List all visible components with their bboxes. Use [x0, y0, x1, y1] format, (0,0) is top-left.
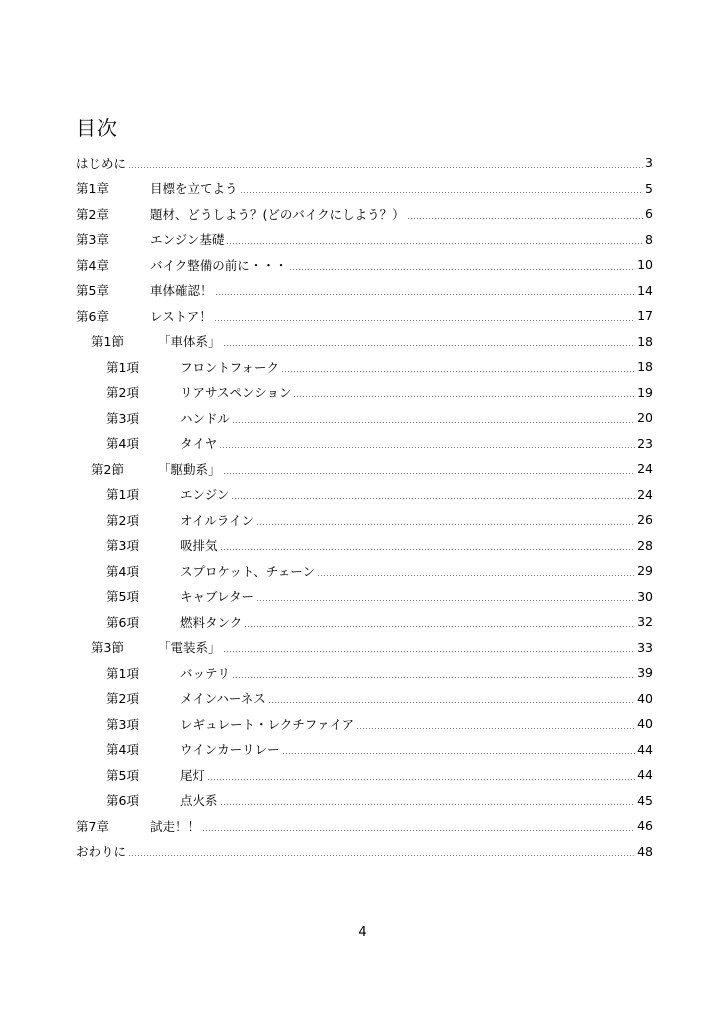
- toc-entry[interactable]: [76, 686, 653, 712]
- dot-leader: [293, 396, 635, 397]
- dot-leader: [244, 626, 635, 627]
- page-number: 4: [358, 925, 367, 940]
- dot-leader: [215, 294, 636, 295]
- toc-entry-number: 第1節: [91, 334, 124, 350]
- toc-entry-number: 第6章: [76, 308, 109, 324]
- toc-entry[interactable]: [76, 303, 653, 329]
- toc-entry-label: 題材、どうしよう？(どのバイクにしよう？）: [150, 206, 405, 222]
- toc-entry-page: 44: [637, 767, 653, 783]
- dot-leader: [220, 549, 636, 550]
- toc-entry-number: 第4項: [106, 436, 139, 452]
- toc-entry-number: 第4項: [106, 563, 139, 579]
- dot-leader: [281, 371, 635, 372]
- toc-entry-label: タイヤ: [180, 436, 218, 452]
- toc-entry[interactable]: [76, 584, 653, 610]
- toc-entry-page: 29: [637, 563, 653, 579]
- toc-entry-page: 39: [637, 665, 653, 681]
- toc-entry-number: 第3項: [106, 716, 139, 732]
- dot-leader: [256, 524, 635, 525]
- toc-entry-label: オイルライン: [180, 512, 255, 528]
- toc-entry-page: 24: [637, 486, 653, 502]
- toc-entry-page: 17: [637, 308, 653, 324]
- toc-entry-number: 第4章: [76, 257, 109, 273]
- toc-entry-label: ハンドル: [180, 410, 231, 426]
- toc-entry-label: レストア！: [150, 308, 212, 324]
- toc-entry-number: 第6項: [106, 614, 139, 630]
- toc-entry-page: 24: [637, 461, 653, 477]
- toc-entry-page: 14: [637, 282, 653, 298]
- toc-entry[interactable]: [76, 278, 653, 304]
- dot-leader: [282, 753, 635, 754]
- toc-entry[interactable]: [76, 380, 653, 406]
- table-of-contents: [76, 150, 653, 864]
- toc-entry[interactable]: [76, 507, 653, 533]
- dot-leader: [223, 345, 636, 346]
- toc-entry-label: 尾灯: [180, 767, 206, 783]
- toc-entry-page: 18: [637, 359, 653, 375]
- toc-entry-page: 26: [637, 512, 653, 528]
- toc-entry-page: 18: [637, 333, 653, 349]
- toc-entry[interactable]: [76, 431, 653, 457]
- toc-entry-label: 吸排気: [180, 538, 218, 554]
- toc-entry-number: 第2項: [106, 691, 139, 707]
- dot-leader: [207, 779, 635, 780]
- toc-entry-page: 30: [637, 588, 653, 604]
- toc-entry-label: 目標を立てよう: [150, 181, 238, 197]
- toc-entry[interactable]: [76, 839, 653, 865]
- dot-leader: [128, 855, 635, 856]
- toc-entry-number: 第2項: [106, 385, 139, 401]
- toc-entry-number: 第3項: [106, 538, 139, 554]
- dot-leader: [240, 192, 644, 193]
- toc-entry-page: 48: [637, 843, 653, 859]
- toc-entry[interactable]: [76, 788, 653, 814]
- dot-leader: [317, 575, 635, 576]
- toc-entry-number: 第1項: [106, 359, 139, 375]
- toc-entry[interactable]: [76, 354, 653, 380]
- toc-entry-page: 32: [637, 614, 653, 630]
- dot-leader: [223, 473, 636, 474]
- toc-entry-label: スプロケット、チェーン: [180, 563, 316, 579]
- toc-entry-number: 第2項: [106, 512, 139, 528]
- toc-entry-page: 45: [637, 792, 653, 808]
- toc-entry-label: フロントフォーク: [180, 359, 280, 375]
- toc-entry-label: 「駆動系」: [158, 461, 221, 477]
- toc-entry-number: 第6項: [106, 793, 139, 809]
- toc-entry-number: 第7章: [76, 818, 109, 834]
- toc-entry-page: 20: [637, 410, 653, 426]
- dot-leader: [214, 320, 635, 321]
- toc-entry-label: エンジン: [180, 487, 230, 503]
- toc-entry[interactable]: [76, 813, 653, 839]
- toc-entry[interactable]: [76, 558, 653, 584]
- dot-leader: [231, 498, 635, 499]
- toc-entry-label: リアサスペンション: [180, 385, 292, 401]
- toc-entry[interactable]: [76, 227, 653, 253]
- toc-entry-label: 点火系: [180, 793, 218, 809]
- toc-entry[interactable]: [76, 150, 653, 176]
- toc-entry[interactable]: [76, 456, 653, 482]
- toc-entry-page: 5: [645, 180, 653, 196]
- dot-leader: [289, 269, 635, 270]
- toc-entry-number: 第1項: [106, 665, 139, 681]
- dot-leader: [220, 804, 636, 805]
- toc-entry-number: 第4項: [106, 742, 139, 758]
- toc-entry[interactable]: [76, 329, 653, 355]
- toc-entry-page: 19: [637, 384, 653, 400]
- toc-entry-label: 車体確認！: [150, 283, 213, 299]
- toc-entry[interactable]: [76, 201, 653, 227]
- toc-entry-label: バッテリ: [180, 665, 231, 681]
- dot-leader: [356, 728, 635, 729]
- toc-entry-page: 8: [645, 231, 653, 247]
- dot-leader: [268, 702, 635, 703]
- toc-entry[interactable]: [76, 635, 653, 661]
- toc-entry-page: 23: [637, 435, 653, 451]
- dot-leader: [407, 218, 643, 219]
- toc-entry-number: 第1章: [76, 181, 109, 197]
- toc-entry-label: メインハーネス: [180, 691, 266, 707]
- toc-entry-number: 第3節: [91, 640, 124, 656]
- toc-entry-number: 第5項: [106, 767, 139, 783]
- toc-entry[interactable]: [76, 609, 653, 635]
- dot-leader: [232, 422, 635, 423]
- toc-entry[interactable]: [76, 737, 653, 763]
- toc-entry-number: 第3項: [106, 410, 139, 426]
- toc-entry-number: 第2節: [91, 461, 124, 477]
- toc-entry-page: 40: [637, 716, 653, 732]
- toc-entry-number: 第5項: [106, 589, 139, 605]
- toc-entry[interactable]: [76, 405, 653, 431]
- toc-entry-label: おわりに: [76, 844, 127, 860]
- toc-entry-number: 第3章: [76, 232, 109, 248]
- toc-entry[interactable]: [76, 176, 653, 202]
- toc-entry[interactable]: [76, 482, 653, 508]
- toc-entry-page: 10: [637, 257, 653, 273]
- toc-entry[interactable]: [76, 252, 653, 278]
- toc-entry-label: ウインカーリレー: [180, 742, 280, 758]
- toc-entry-label: エンジン基礎: [150, 232, 225, 248]
- toc-entry-page: 44: [637, 741, 653, 757]
- toc-entry-number: 第2章: [76, 206, 109, 222]
- page-title: 目次: [76, 116, 118, 140]
- toc-entry-page: 3: [645, 155, 653, 171]
- dot-leader: [256, 600, 635, 601]
- dot-leader: [226, 243, 643, 244]
- toc-entry[interactable]: [76, 762, 653, 788]
- dot-leader: [219, 447, 635, 448]
- toc-entry-page: 46: [637, 818, 653, 834]
- toc-entry-label: はじめに: [76, 155, 127, 171]
- dot-leader: [223, 651, 636, 652]
- toc-entry-label: 試走！！: [150, 818, 201, 834]
- toc-entry-page: 40: [637, 690, 653, 706]
- toc-entry-label: 「車体系」: [158, 334, 221, 350]
- dot-leader: [232, 677, 635, 678]
- toc-entry-page: 6: [645, 206, 653, 222]
- toc-entry-number: 第5章: [76, 283, 109, 299]
- toc-entry-label: キャブレター: [180, 589, 255, 605]
- toc-entry-page: 33: [637, 639, 653, 655]
- toc-entry[interactable]: [76, 660, 653, 686]
- toc-entry-number: 第1項: [106, 487, 139, 503]
- toc-entry-label: バイク整備の前に・・・: [150, 257, 288, 273]
- toc-entry[interactable]: [76, 711, 653, 737]
- dot-leader: [128, 167, 643, 168]
- toc-entry-label: 燃料タンク: [180, 614, 243, 630]
- dot-leader: [202, 830, 635, 831]
- toc-entry-label: レギュレート・レクチファイア: [180, 716, 355, 732]
- toc-entry-page: 28: [637, 537, 653, 553]
- toc-entry-label: 「電装系」: [158, 640, 221, 656]
- toc-entry[interactable]: [76, 533, 653, 559]
